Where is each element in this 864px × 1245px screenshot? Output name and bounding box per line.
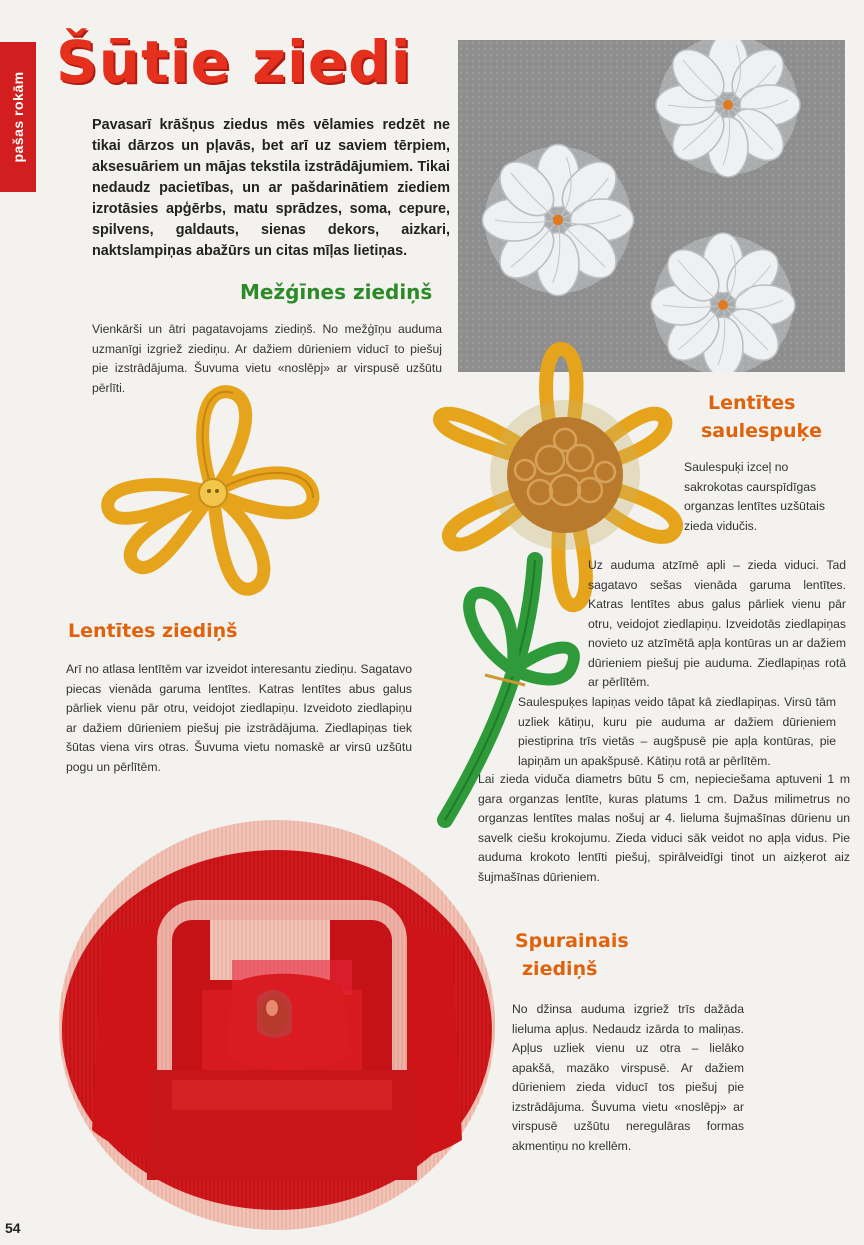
- sunflower-heading-line2: saulespuķe: [701, 420, 823, 442]
- ribbon-flower-photo: [95, 375, 330, 610]
- lace-flowers-photo: [458, 40, 845, 372]
- frayed-flower-text: No džinsa auduma izgriež trīs dažāda lieluma apļus. Nedaudz izārda to maliņas. Apļus uzliek vienu uz otra – lielāko apakšā, mazāko virspusē. Ar dažiem dūrieniem zieda viducī tos piešuj pie izstrādājuma. Šuvuma vietu «noslēpj» ar virspusē uzšūtu neregulāras formas akmentiņu no krellēm.: [512, 1002, 744, 1153]
- sunflower-text-4: Lai zieda viduča diametrs būtu 5 cm, nepieciešama aptuveni 1 m gara organzas lentīte, kuras platums 1 cm. Dažus milimetrus no organzas lentītes malas nošuj ar 4. lieluma šujmašīnas dūrienu un savelk ciešu krokojumu. Zieda viduci sāk veidot no apļa vidus. Pie auduma krokoto lentīti piešuj, spirālveidīgi tinot un aizķerot aiz šujmašīnas dūrieniem.: [478, 772, 850, 884]
- section-tab: [0, 42, 36, 192]
- sunflower-text-2: Uz auduma atzīmē apli – zieda viduci. Tad sagatavo sešas vienāda garuma lentītes. Katras lentītes abus galus pārliek vienu pār otru, veidojot ziedlapiņu. Izveidotās ziedlapiņas novieto uz atzīmētā apļa kontūras un ar dažiem dūrieniem piešuj pie auduma. Ziedlapiņas rotā ar pērlītēm.: [588, 558, 846, 689]
- section-tab-label: pašas rokām: [10, 71, 26, 163]
- lace-flower-text: Vienkārši un ātri pagatavojams ziediņš. No mežģīņu auduma uzmanīgi izgriež ziediņu. Ar dažiem dūrieniem viducī to piešuj pie izstrādājuma. Šuvuma vietu «noslēpj» ar virspusē uzšūtu pērlīti.: [92, 322, 442, 395]
- lace-flower-heading: Mežģīnes ziediņš: [240, 280, 433, 304]
- ribbon-flower-text: Arī no atlasa lentītēm var izveidot interesantu ziediņu. Sagatavo piecas vienāda garuma lentītes. Katras lentītes abus galus pārliek vienu pār otru, veidojot ziedlapiņu. Izveidoto ziedlapiņu ar dažiem dūrieniem piešuj pie izstrādājuma. Ziedlapiņas tiek šūtas viena virs otras. Šuvuma vietu nomaskē ar virsū uzšūtu pogu un pērlītēm.: [66, 662, 412, 774]
- sunflower-text-1: Saulespuķi izceļ no sakrokotas caurspīdīgas organzas lentītes uzšūtais zieda vidučis.: [684, 460, 825, 533]
- sunflower-text-3: Saulespuķes lapiņas veido tāpat kā ziedlapiņas. Virsū tām uzliek kātiņu, kuru pie auduma ar dažiem dūrieniem piestiprina trīs vietās – augšpusē pie apļa kontūras, pie lapiņām un apakšpusē. Kātiņu rotā ar pērlītēm.: [518, 695, 836, 768]
- frayed-flower-heading-line1: Spurainais: [515, 930, 629, 952]
- frayed-flower-heading-line2: ziediņš: [522, 958, 598, 980]
- page-number: 54: [5, 1220, 21, 1236]
- ribbon-flower-heading: Lentītes ziediņš: [68, 620, 238, 642]
- sunflower-heading-line1: Lentītes: [708, 392, 796, 414]
- frayed-flower-photo: [52, 810, 512, 1230]
- page-title: Šūtie ziedi: [56, 28, 412, 96]
- intro-paragraph: Pavasarī krāšņus ziedus mēs vēlamies redzēt ne tikai dārzos un pļavās, bet arī uz saviem tērpiem, aksesuāriem un mājas tekstila izstrādājumiem. Tikai nedaudz pacietības, un ar pašdarinātiem ziediem izrotāsies apģērbs, matu sprādzes, soma, cepure, spilvens, galdauts, sienas dekors, aizkari, naktslampiņas abažūrs un citas mīļas lietiņas.: [92, 117, 450, 259]
